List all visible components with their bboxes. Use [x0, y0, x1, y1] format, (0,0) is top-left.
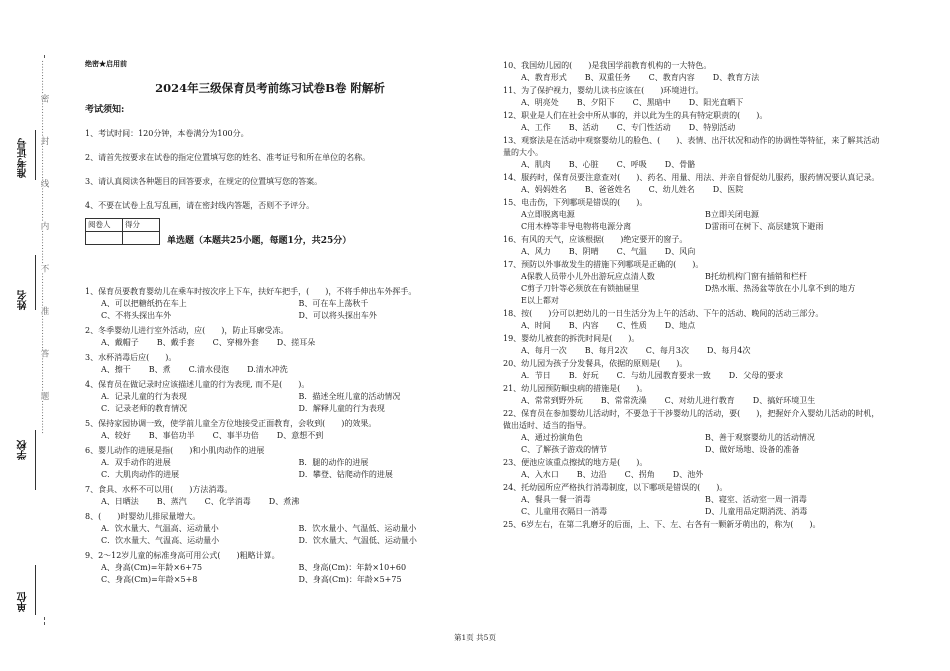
score-cell[interactable]	[123, 232, 160, 245]
question	[503, 482, 883, 518]
answer-option[interactable]: A、身高(Cm)=年龄×6+75	[101, 563, 203, 572]
question	[85, 550, 490, 586]
name-label: 姓名	[18, 290, 29, 310]
answer-option[interactable]: D、可以将头探出车外	[298, 311, 377, 320]
question	[85, 484, 490, 508]
question-stem: 19、婴幼儿被套的拆洗时间是( )。	[503, 334, 640, 343]
answer-option[interactable]: B、善于观察婴幼儿的活动情况	[705, 433, 815, 442]
question	[503, 519, 883, 531]
option-group	[503, 184, 883, 196]
right-question-list	[503, 60, 883, 531]
question	[503, 383, 883, 407]
answer-option[interactable]: B、煮	[148, 365, 171, 374]
answer-option[interactable]: D、骨骼	[664, 160, 696, 169]
option-group	[85, 337, 490, 349]
paper-title: 2024年三级保育员考前练习试卷B卷 附解析	[155, 81, 385, 95]
unit-label: 单位	[18, 592, 29, 612]
option-group	[85, 496, 490, 508]
answer-option[interactable]: D．解释儿童的行为表现	[298, 404, 385, 413]
question-stem: 12、职业是人们在社会中所从事的，并以此为生的具有特定职责的( )。	[503, 111, 768, 120]
answer-option[interactable]: C、身高(Cm)=年龄×5+8	[101, 575, 198, 584]
answer-option[interactable]: C.清水侵泡	[188, 365, 230, 374]
notice-item: 3、请认真阅读各种题目的回答要求，在规定的位置填写您的答案。	[85, 177, 323, 186]
question-stem: 2、冬季婴幼儿进行室外活动，应( )，防止耳廓受冻。	[85, 326, 289, 335]
answer-option[interactable]: D、儿童用品定期消洗、消毒	[705, 507, 808, 516]
answer-option[interactable]: C、气温	[616, 247, 647, 256]
option-group	[503, 246, 883, 258]
answer-option[interactable]: B、活动	[568, 123, 599, 132]
answer-option[interactable]: A、妈妈姓名	[521, 185, 567, 194]
answer-option[interactable]: B、常常洗澡	[600, 396, 647, 405]
answer-option[interactable]: C、教育内容	[648, 73, 695, 82]
answer-option[interactable]: B．腿的动作的进展	[298, 458, 369, 467]
score-header: 得分	[123, 219, 160, 232]
answer-option[interactable]: A、明亮处	[521, 98, 559, 107]
answer-option[interactable]: C用木棒等非导电物将电源分离	[521, 222, 632, 231]
question-stem: 20、幼儿园为孩子分发餐具，依据的原则是( )。	[503, 359, 688, 368]
answer-option[interactable]: D、池外	[672, 470, 704, 479]
question	[503, 60, 883, 84]
answer-option[interactable]: A、擦干	[101, 365, 131, 374]
seal-line-text: …………密…………封…………线…………内…………不…………准…………答…………题…………	[39, 60, 49, 615]
answer-option[interactable]: A、较好	[101, 431, 131, 440]
question-stem: 6、婴儿动作的进展是指( )和小肌肉动作的进展	[85, 446, 265, 455]
answer-option[interactable]: B、寝室、活动室一周一消毒	[705, 495, 807, 504]
answer-option[interactable]: D、煮沸	[268, 497, 300, 506]
section-title: 单选题（本题共25小题，每题1分，共25分）	[167, 236, 352, 246]
question	[503, 259, 883, 307]
answer-option[interactable]: D．饮水量大、气温低、运动量小	[298, 536, 417, 545]
answer-option[interactable]: C剪子刀针等必须放在有锁抽屉里	[521, 284, 640, 293]
notice-item: 1、考试时间：120分钟，本卷满分为100分。	[85, 129, 249, 138]
option-group	[503, 432, 883, 456]
answer-option[interactable]: A、教育形式	[521, 73, 567, 82]
question	[85, 325, 490, 349]
answer-option[interactable]: C．与幼儿园教育要求一致	[616, 371, 711, 380]
school-line	[35, 430, 36, 490]
answer-option[interactable]: B、可在车上荡秋千	[298, 299, 369, 308]
question-stem: 7、食具、水杯不可以用( )方法消毒。	[85, 485, 233, 494]
answer-option[interactable]: C．记录老师的教育情况	[101, 404, 188, 413]
answer-option[interactable]: A、餐具一餐一消毒	[521, 495, 591, 504]
question-stem: 18、按( )分可以把幼儿的一日生活分为上午的活动、下午的活动、晚间的活动三部分。	[503, 309, 824, 318]
question	[85, 511, 490, 547]
question-stem: 9、2～12岁儿童的标准身高可用公式( )粗略计算。	[85, 551, 280, 560]
option-group	[503, 72, 883, 84]
question-stem: 4、保育员在做记录时应该描述儿童的行为表现, 而不是( )。	[85, 380, 310, 389]
question	[85, 445, 490, 481]
name-line	[35, 255, 36, 310]
question-stem: 17、预防以外事故发生的措施下列哪项是正确的( )。	[503, 260, 704, 269]
option-group	[85, 457, 490, 481]
question-stem: 10、我国幼儿园的( )是我国学前教育机构的一大特色。	[503, 61, 712, 70]
answer-option[interactable]: C、黑暗中	[632, 98, 671, 107]
answer-option[interactable]: C、对幼儿进行教育	[664, 396, 735, 405]
option-group	[85, 364, 490, 376]
answer-option[interactable]: B、边沿	[576, 470, 607, 479]
score-table	[85, 218, 160, 245]
answer-option[interactable]: C、事半功倍	[212, 431, 259, 440]
question-stem: 1、保育员要教育婴幼儿在乘车时按次序上下车，扶好车把手，( )，不将手伸出车外挥手。	[85, 287, 417, 296]
question	[85, 418, 490, 442]
secret-mark: 绝密★启用前	[85, 59, 127, 68]
grader-cell[interactable]	[86, 232, 123, 245]
page-footer: 第1页 共5页	[454, 633, 496, 642]
answer-option[interactable]: A保教人员带小儿外出游玩应点清人数	[521, 272, 655, 281]
option-group	[503, 320, 883, 332]
option-group	[85, 562, 490, 586]
option-group	[503, 345, 883, 357]
answer-option[interactable]: A、肌肉	[521, 160, 551, 169]
answer-option[interactable]: A、入水口	[521, 470, 559, 479]
score-area	[85, 218, 490, 248]
answer-option[interactable]: A、通过扮演角色	[521, 433, 583, 442]
option-group	[503, 159, 883, 171]
answer-option[interactable]: D、搓耳朵	[276, 338, 316, 347]
answer-option[interactable]: D、身高(Cm)：年龄×5+75	[298, 575, 402, 584]
answer-option[interactable]: A、风力	[521, 247, 551, 256]
answer-option[interactable]: D、阳光直晒下	[688, 98, 744, 107]
question-stem: 21、幼儿园预防蛔虫病的措施是( )。	[503, 384, 648, 393]
answer-option[interactable]: A、可以把糖纸扔在车上	[101, 299, 187, 308]
question	[85, 379, 490, 415]
answer-option[interactable]: D、搞好环境卫生	[752, 396, 816, 405]
option-group	[503, 370, 883, 382]
option-group	[503, 122, 883, 134]
question-stem: 11、为了保护视力，婴幼儿读书应该在( )环境进行。	[503, 86, 704, 95]
answer-option[interactable]: D．父母的要求	[728, 371, 784, 380]
answer-option[interactable]: C．大肌肉动作的进展	[101, 470, 180, 479]
answer-option[interactable]: D．攀登、钻爬动作的进展	[298, 470, 393, 479]
question	[503, 333, 883, 357]
option-group	[503, 395, 883, 407]
answer-option[interactable]: B．好玩	[568, 371, 599, 380]
option-group	[85, 430, 490, 442]
notice-item: 2、请首先按要求在试卷的指定位置填写您的姓名、准考证号和所在单位的名称。	[85, 153, 371, 162]
unit-line	[35, 565, 36, 615]
answer-option[interactable]: A．记录儿童的行为表现	[101, 392, 187, 401]
option-group	[85, 523, 490, 547]
question	[503, 110, 883, 134]
answer-option[interactable]: C、拐角	[624, 470, 655, 479]
exam-number-label: 准考证号	[18, 138, 29, 178]
answer-option[interactable]: C、化学消毒	[204, 497, 251, 506]
answer-option[interactable]: D、医院	[712, 185, 744, 194]
answer-option[interactable]: C、幼儿姓名	[648, 185, 695, 194]
answer-option[interactable]: C、呼吸	[616, 160, 647, 169]
question	[503, 197, 883, 233]
question	[503, 85, 883, 109]
answer-option[interactable]: C、不将头探出车外	[101, 311, 172, 320]
answer-option[interactable]: D雷雨可在树下、高层建筑下避雨	[705, 222, 824, 231]
answer-option[interactable]: A、每月一次	[521, 346, 567, 355]
answer-option[interactable]: A、戴帽子	[101, 338, 139, 347]
question-stem: 25、6岁左右，在第二乳磨牙的后面，上、下、左、右各有一颗新牙萌出的，称为( )。	[503, 520, 821, 529]
binding-strip	[0, 0, 60, 671]
answer-option[interactable]: C、穿棉外套	[212, 338, 259, 347]
answer-option[interactable]: A、日晒法	[101, 497, 139, 506]
option-group	[85, 391, 490, 415]
question-stem: 24、托幼园所应严格执行消毒制度，以下哪项是错误的( )。	[503, 483, 728, 492]
answer-option[interactable]: B、身高(Cm)：年龄×10+60	[298, 563, 407, 572]
answer-option[interactable]: B、事倍功半	[148, 431, 195, 440]
answer-option[interactable]: D、意想不到	[276, 431, 324, 440]
answer-option[interactable]: B、心脏	[568, 160, 599, 169]
option-group	[503, 271, 883, 307]
answer-option[interactable]: B、戴手套	[156, 338, 195, 347]
question	[503, 408, 883, 456]
right-column	[503, 60, 883, 532]
option-group	[503, 209, 883, 233]
left-question-list	[85, 286, 490, 586]
answer-option[interactable]: B、夕阳下	[576, 98, 615, 107]
question-stem: 8、( )时婴幼儿排尿量增大。	[85, 512, 201, 521]
question	[503, 358, 883, 382]
answer-option[interactable]: C、性质	[616, 321, 647, 330]
answer-option[interactable]: B、内容	[568, 321, 599, 330]
question-stem: 23、便池应该重点擦拭的地方是( )。	[503, 458, 648, 467]
answer-option[interactable]: D、每月4次	[706, 346, 751, 355]
answer-option[interactable]: B、每月2次	[584, 346, 628, 355]
answer-option[interactable]: C、每月3次	[645, 346, 689, 355]
answer-option[interactable]: C、了解孩子游戏的情节	[521, 445, 608, 454]
option-group	[503, 97, 883, 109]
question-stem: 13、观察法是在活动中观察婴幼儿的脸色、( )、表情、出汗状况和动作的协调性等特征，来了解其活动量的大小。	[503, 136, 880, 157]
notice-item: 4、不要在试卷上乱写乱画，请在密封线内答题，否则不予评分。	[85, 201, 315, 210]
answer-option[interactable]: B立即关闭电源	[705, 210, 759, 219]
question-stem: 3、水杯消毒后应( )。	[85, 353, 177, 362]
question	[503, 308, 883, 332]
answer-option[interactable]: A．节日	[521, 371, 551, 380]
exam-number-line	[35, 130, 36, 180]
answer-option[interactable]: A．饮水量大、气温高、运动量小	[101, 524, 219, 533]
answer-option[interactable]: C、儿童用衣隔日一消毒	[521, 507, 608, 516]
question	[85, 352, 490, 376]
answer-option[interactable]: A．双手动作的进展	[101, 458, 171, 467]
answer-option[interactable]: D.清水冲洗	[247, 365, 288, 374]
grader-header: 阅卷人	[86, 219, 123, 232]
answer-option[interactable]: D、风向	[664, 247, 696, 256]
answer-option[interactable]: A、工作	[521, 123, 551, 132]
answer-option[interactable]: D热水瓶、热汤盆等放在小儿拿不到的地方	[705, 284, 856, 293]
question-stem: 16、有风的天气，应该根据( )绝定要开的窗子。	[503, 235, 688, 244]
question	[503, 172, 883, 196]
question	[85, 286, 490, 322]
answer-option[interactable]: D、地点	[664, 321, 696, 330]
answer-option[interactable]: A立即脱离电源	[521, 210, 575, 219]
answer-option[interactable]: B、双重任务	[584, 73, 631, 82]
answer-option[interactable]: B、阴晴	[568, 247, 599, 256]
answer-option[interactable]: B．饮水量小、气温低、运动量小	[298, 524, 417, 533]
answer-option[interactable]: B托幼机构门窗有插销和栏杆	[705, 272, 807, 281]
question	[503, 234, 883, 258]
answer-option[interactable]: B、爸爸姓名	[584, 185, 631, 194]
question-stem: 15、电击伤，下列哪项是错误的( )。	[503, 198, 648, 207]
answer-option[interactable]: C、专门性活动	[616, 123, 671, 132]
question-stem: 22、保育员在参加婴幼儿活动时，不要急于干涉婴幼儿的活动，要( )，把握好介入婴幼儿活动的时机，做出适时、适当的指导。	[503, 409, 880, 430]
left-column	[85, 55, 490, 589]
option-group	[85, 298, 490, 322]
notice-heading: 考试须知:	[85, 105, 125, 115]
answer-option[interactable]: D、特别活动	[688, 123, 736, 132]
answer-option[interactable]: D、教育方法	[712, 73, 760, 82]
question-stem: 14、服药时，保育员要注意查对( )、药名、用量、用法、并亲自督促幼儿服药，服药情况要认真记录。	[503, 173, 880, 182]
option-group	[503, 494, 883, 518]
answer-option[interactable]: C．饮水量大、气温高、运动量小	[101, 536, 220, 545]
answer-option[interactable]: B、蒸汽	[156, 497, 187, 506]
answer-option[interactable]: A、常常到野外玩	[521, 396, 583, 405]
question-stem: 5、保持家园协调一致，使学前儿童全方位地接受正面教育，会收到( )的效果。	[85, 419, 377, 428]
answer-option[interactable]: A、时间	[521, 321, 551, 330]
question	[503, 457, 883, 481]
answer-option[interactable]: D、做好场地、设备的准备	[705, 445, 800, 454]
answer-option[interactable]: E以上都对	[521, 296, 559, 305]
answer-option[interactable]: B．描述全班儿童的活动情况	[298, 392, 401, 401]
option-group	[503, 469, 883, 481]
question	[503, 135, 883, 171]
school-label: 学校	[18, 440, 29, 460]
